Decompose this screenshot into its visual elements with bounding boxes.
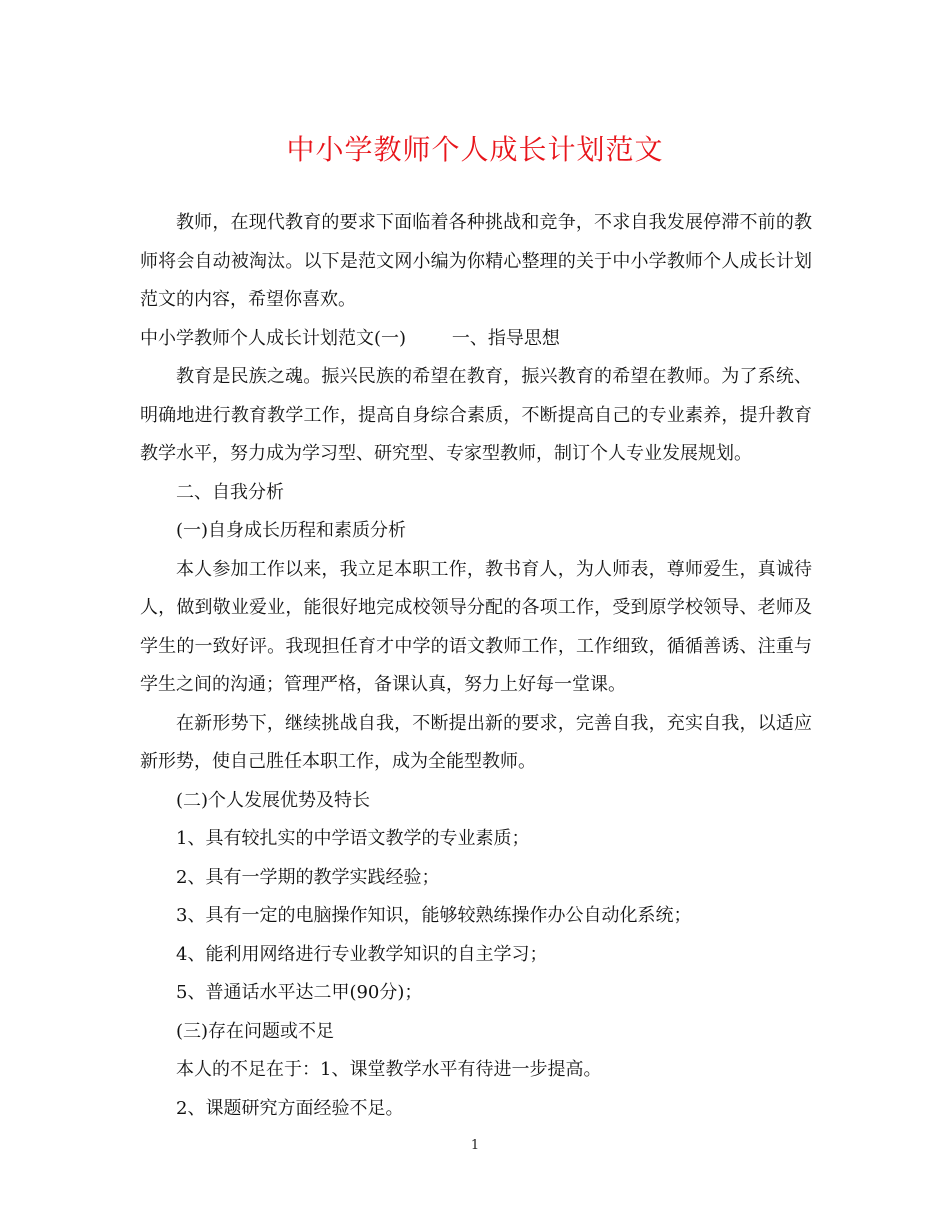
guiding-ideology-paragraph: 教育是民族之魂。振兴民族的希望在教育，振兴教育的希望在教师。为了系统、明确地进行教育教学工作，提高自身综合素质，不断提高自己的专业素养，提升教育教学水平，努力成为学习型、研究型、专家型教师，制订个人专业发展规划。 [140, 366, 812, 464]
list-item: 3、具有一定的电脑操作知识，能够较熟练操作办公自动化系统； [176, 905, 692, 926]
section-heading-line: 中小学教师个人成长计划范文(一) 一、指导思想 [140, 327, 560, 349]
intro-paragraph: 教师，在现代教育的要求下面临着各种挑战和竞争，不求自我发展停滞不前的教师将会自动被淘汰。以下是范文网小编为你精心整理的关于中小学教师个人成长计划范文的内容，希望你喜欢。 [140, 212, 812, 310]
growth-history-paragraph: 本人参加工作以来，我立足本职工作，教书育人，为人师表，尊师爱生，真诚待人，做到敬业爱业，能很好地完成校领导分配的各项工作，受到原学校领导、老师及学生的一致好评。我现担任育才中学的语文教师工作，工作细致，循循善诱、注重与学生之间的沟通；管理严格，备课认真，努力上好每一堂课。 [140, 558, 812, 695]
document-body [140, 204, 812, 1128]
shortcomings-item: 2、课题研究方面经验不足。 [176, 1097, 404, 1119]
self-analysis-heading: 二、自我分析 [176, 481, 284, 503]
list-item: 4、能利用网络进行专业教学知识的自主学习； [176, 943, 548, 965]
new-situation-paragraph: 在新形势下，继续挑战自我，不断提出新的要求，完善自我，充实自我，以适应新形势，使自己胜任本职工作，成为全能型教师。 [140, 712, 812, 772]
problems-heading: (三)存在问题或不足 [176, 1020, 335, 1042]
shortcomings-paragraph: 本人的不足在于：1、课堂教学水平有待进一步提高。 [176, 1059, 602, 1080]
document-title: 中小学教师个人成长计划范文 [286, 133, 664, 166]
list-item: 1、具有较扎实的中学语文教学的专业素质； [176, 828, 530, 849]
growth-history-heading: (一)自身成长历程和素质分析 [176, 520, 407, 541]
page-number: 1 [470, 1138, 480, 1153]
list-item: 5、普通话水平达二甲(90分)； [176, 982, 423, 1003]
strengths-heading: (二)个人发展优势及特长 [176, 789, 371, 811]
list-item: 2、具有一学期的教学实践经验； [176, 866, 440, 888]
